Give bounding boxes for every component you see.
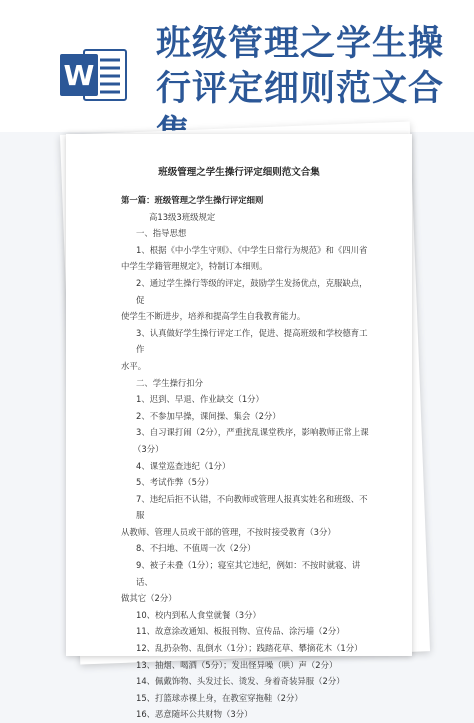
list-item: 2、不参加早操，课间操、集会（2分）: [136, 410, 281, 421]
list-item: 11、故意涂改通知、板报刊物、宣传品、涂污墙（2分）: [136, 626, 345, 637]
word-document-icon: [58, 44, 130, 106]
list-item: 3、自习课打闹（2分），严重扰乱课堂秩序，影响教师正常上课: [136, 427, 369, 438]
list-item: 4、课堂巡查违纪（1分）: [136, 460, 231, 471]
list-item: 1、迟到、早退、作业缺交（1分）: [136, 394, 264, 405]
list-item: 8、不扫地、不值周一次（2分）: [136, 543, 256, 554]
paragraph-line: 3、认真做好学生操行评定工作，促进、提高班级和学校德育工作: [136, 327, 368, 355]
list-item: 16、恶意随坏公共财物（3分）: [136, 709, 253, 720]
chapter-heading: 第一篇：班级管理之学生操行评定细则: [121, 195, 264, 205]
list-item: 从教师、管理人员或干部的管理，不按时接受教育（3分）: [121, 526, 336, 537]
list-item: 15、打篮球赤裸上身，在教室穿拖鞋（2分）: [136, 692, 303, 703]
list-item: 13、抽烟、喝酒（5分）；发出怪异噪（哄）声（2分）: [136, 659, 338, 670]
section-heading: 二、学生操行扣分: [136, 377, 203, 388]
document-page: [66, 134, 412, 720]
section-heading: 一、指导思想: [136, 228, 187, 239]
list-item: 做其它（2分）: [121, 593, 177, 604]
banner-title-line-1: 班级管理之学生操: [156, 24, 445, 64]
paragraph-line: 1、根据《中小学生守则》、《中学生日常行为规范》和《四川省: [136, 244, 368, 255]
paragraph-line: 中学生学籍管理规定》，特制订本细则。: [121, 261, 268, 272]
list-item: 7、违纪后拒不认错，不向教师或管理人报真实姓名和班级、不服: [136, 493, 368, 521]
list-item: 14、佩戴饰物、头发过长、烫发、身着奇装异服（2分）: [136, 676, 345, 687]
paragraph-line: 水平。: [121, 360, 147, 371]
list-item: （3分）: [133, 443, 164, 454]
list-item: 9、被子未叠（1分）；寝室其它违纪，例如：不按时就寝、讲话、: [136, 560, 361, 587]
paragraph-line: 高13级3班级规定: [149, 211, 216, 222]
word-logo-letter: W: [63, 59, 95, 92]
document-body: [121, 192, 371, 723]
list-item: 5、考试作弊（5分）: [136, 477, 214, 488]
list-item: 10、校内到私人食堂就餐（3分）: [136, 609, 261, 620]
header-banner: [0, 0, 474, 132]
paragraph-line: 使学生不断进步，培养和提高学生自我教育能力。: [121, 311, 306, 322]
document-title: 班级管理之学生操行评定细则范文合集: [158, 167, 320, 178]
paragraph-line: 2、通过学生操行等级的评定，鼓励学生发扬优点，克服缺点，促: [136, 277, 368, 305]
banner-title-line-2: 行评定细则范文合: [156, 69, 445, 109]
list-item: 12、乱扔杂物、乱倒水（1分）；践踏花草、攀摘花木（1分）: [136, 643, 363, 654]
